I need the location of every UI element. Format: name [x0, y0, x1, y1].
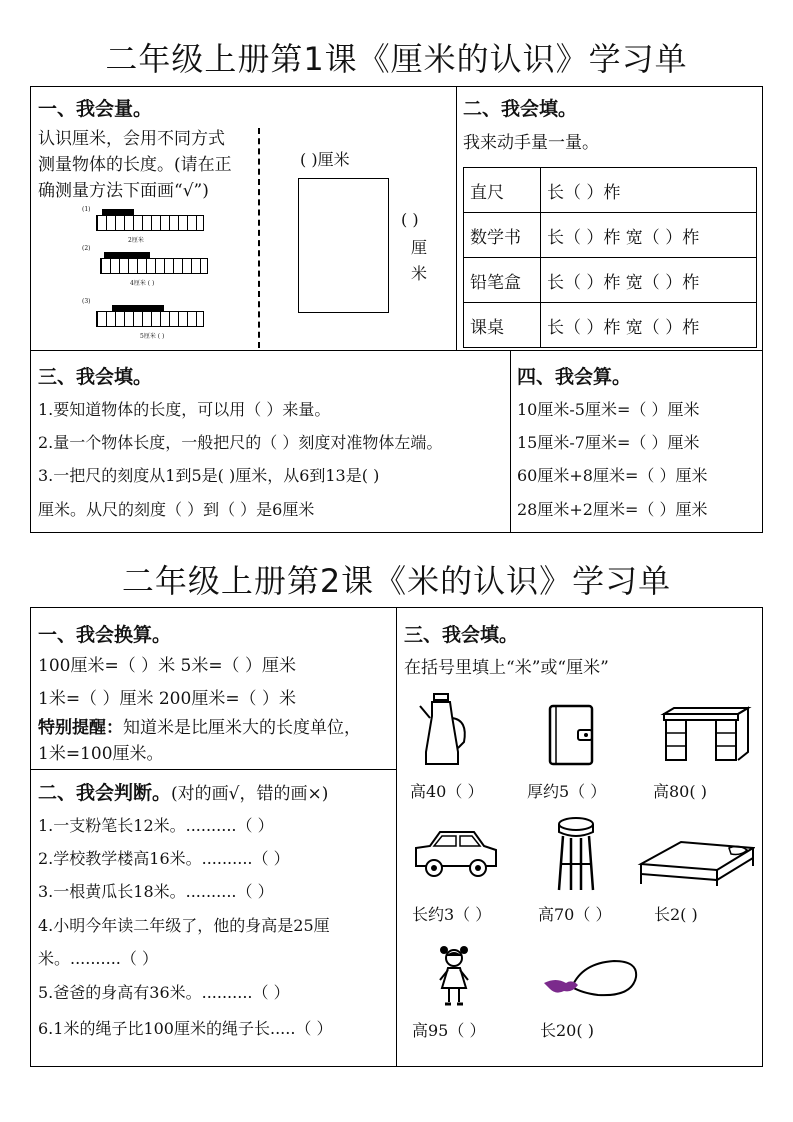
- section-intro: 我来动手量一量。: [463, 133, 599, 153]
- judge-line: 1.一支粉笔长12米。..........（ ）: [38, 816, 274, 835]
- judge-heading-line: [38, 782, 328, 805]
- calc-line: 15厘米-7厘米=（ ）厘米: [517, 433, 700, 452]
- book-icon: [548, 704, 596, 766]
- table-row: [464, 303, 757, 348]
- tip-line: 1米=100厘米。: [38, 744, 164, 764]
- judge-line: 4.小明今年读二年级了，他的身高是25厘: [38, 916, 330, 935]
- judge-line: 5.爸爸的身高有36米。..........（ ）: [38, 983, 290, 1002]
- rect-height-unit: 厘: [411, 238, 428, 257]
- ruler-3: [96, 311, 204, 327]
- section-heading: 一、我会换算。: [38, 624, 172, 646]
- fill-item: 长约3（ ）: [412, 905, 492, 924]
- lesson2-title: 二年级上册第2课《米的认识》学习单: [121, 562, 672, 600]
- measured-object: [104, 252, 150, 258]
- car-icon: [412, 826, 498, 882]
- tip-line: [38, 717, 361, 739]
- fill-line: 3.一把尺的刻度从1到5是( )厘米，从6到13是( ): [38, 466, 380, 485]
- instruction-line: 确测量方法下面画“√”): [38, 181, 209, 201]
- convert-line: 1米=（ ）厘米 200厘米=（ ）米: [38, 689, 296, 709]
- fill-item: 高80( ): [653, 782, 707, 801]
- tip-text: 知道米是比厘米大的长度单位，: [123, 718, 361, 738]
- table-row: [464, 168, 757, 213]
- measure-rectangle: [298, 178, 389, 313]
- section-intro: 在括号里填上“米”或“厘米”: [404, 658, 609, 678]
- bed-icon: [637, 836, 755, 888]
- item-cell: 数学书: [464, 213, 541, 258]
- instruction-line: 测量物体的长度。(请在正: [38, 155, 232, 175]
- measure-table: [463, 167, 757, 348]
- calc-line: 28厘米+2厘米=（ ）厘米: [517, 500, 708, 519]
- calc-line: 60厘米+8厘米=（ ）厘米: [517, 466, 708, 485]
- fill-item: 高95（ ）: [412, 1021, 486, 1040]
- value-cell: 长（ ）柞: [541, 168, 757, 213]
- lesson1-title: 二年级上册第1课《厘米的认识》学习单: [105, 40, 688, 78]
- section-heading: 三、我会填。: [38, 366, 153, 388]
- convert-line: 100厘米=（ ）米 5米=（ ）厘米: [38, 656, 296, 676]
- section-heading: 三、我会填。: [404, 624, 519, 646]
- table-row: [464, 258, 757, 303]
- fill-item: 长2( ): [654, 905, 698, 924]
- fill-item: 厚约5（ ）: [527, 782, 607, 801]
- value-cell: 长（ ）柞 宽（ ）柞: [541, 213, 757, 258]
- measured-object: [112, 305, 164, 311]
- judge-line: 米。..........（ ）: [38, 949, 158, 968]
- ruler-caption: 4厘米 ( ): [130, 280, 155, 287]
- ruler-caption: 2厘米: [128, 237, 144, 244]
- fill-line: 2.量一个物体长度，一般把尺的（ ）刻度对准物体左端。: [38, 433, 443, 452]
- desk-icon: [660, 706, 752, 762]
- ruler-caption: 5厘米 ( ): [140, 333, 165, 340]
- ruler-2: [100, 258, 208, 274]
- section-heading: 一、我会量。: [38, 98, 153, 120]
- rect-width-label: ( )厘米: [300, 150, 350, 169]
- eggplant-icon: [542, 957, 642, 1003]
- kettle-icon: [418, 692, 470, 768]
- judge-line: 6.1米的绳子比100厘米的绳子长.....（ ）: [38, 1019, 333, 1038]
- judge-line: 3.一根黄瓜长18米。..........（ ）: [38, 882, 274, 901]
- item-cell: 铅笔盒: [464, 258, 541, 303]
- fill-item: 高70（ ）: [538, 905, 612, 924]
- instruction-line: 认识厘米，会用不同方式: [38, 129, 225, 149]
- fill-item: 长20( ): [540, 1021, 594, 1040]
- ruler-number: (1): [82, 206, 91, 213]
- item-cell: 直尺: [464, 168, 541, 213]
- table-row: [464, 213, 757, 258]
- value-cell: 长（ ）柞 宽（ ）柞: [541, 258, 757, 303]
- fill-line: 1.要知道物体的长度，可以用（ ）来量。: [38, 400, 331, 419]
- ruler-number: (3): [82, 298, 91, 305]
- judge-note: (对的画√，错的画×): [171, 784, 329, 804]
- fill-item: 高40（ ）: [410, 782, 484, 801]
- stool-icon: [553, 816, 599, 892]
- ruler-1: [96, 215, 204, 231]
- tip-label: 特别提醒：: [38, 718, 123, 738]
- item-cell: 课桌: [464, 303, 541, 348]
- section-heading: 二、我会判断。: [38, 782, 172, 804]
- section-heading: 二、我会填。: [463, 98, 578, 120]
- calc-line: 10厘米-5厘米=（ ）厘米: [517, 400, 700, 419]
- girl-icon: [436, 944, 472, 1008]
- ruler-number: (2): [82, 245, 91, 252]
- rect-height-label: ( ): [401, 210, 419, 229]
- section-heading: 四、我会算。: [517, 366, 632, 388]
- measured-object: [102, 209, 134, 215]
- value-cell: 长（ ）柞 宽（ ）柞: [541, 303, 757, 348]
- rect-height-unit: 米: [411, 264, 428, 283]
- dashed-divider: [258, 128, 260, 348]
- judge-line: 2.学校教学楼高16米。..........（ ）: [38, 849, 290, 868]
- fill-line: 厘米。从尺的刻度（ ）到（ ）是6厘米: [38, 500, 315, 519]
